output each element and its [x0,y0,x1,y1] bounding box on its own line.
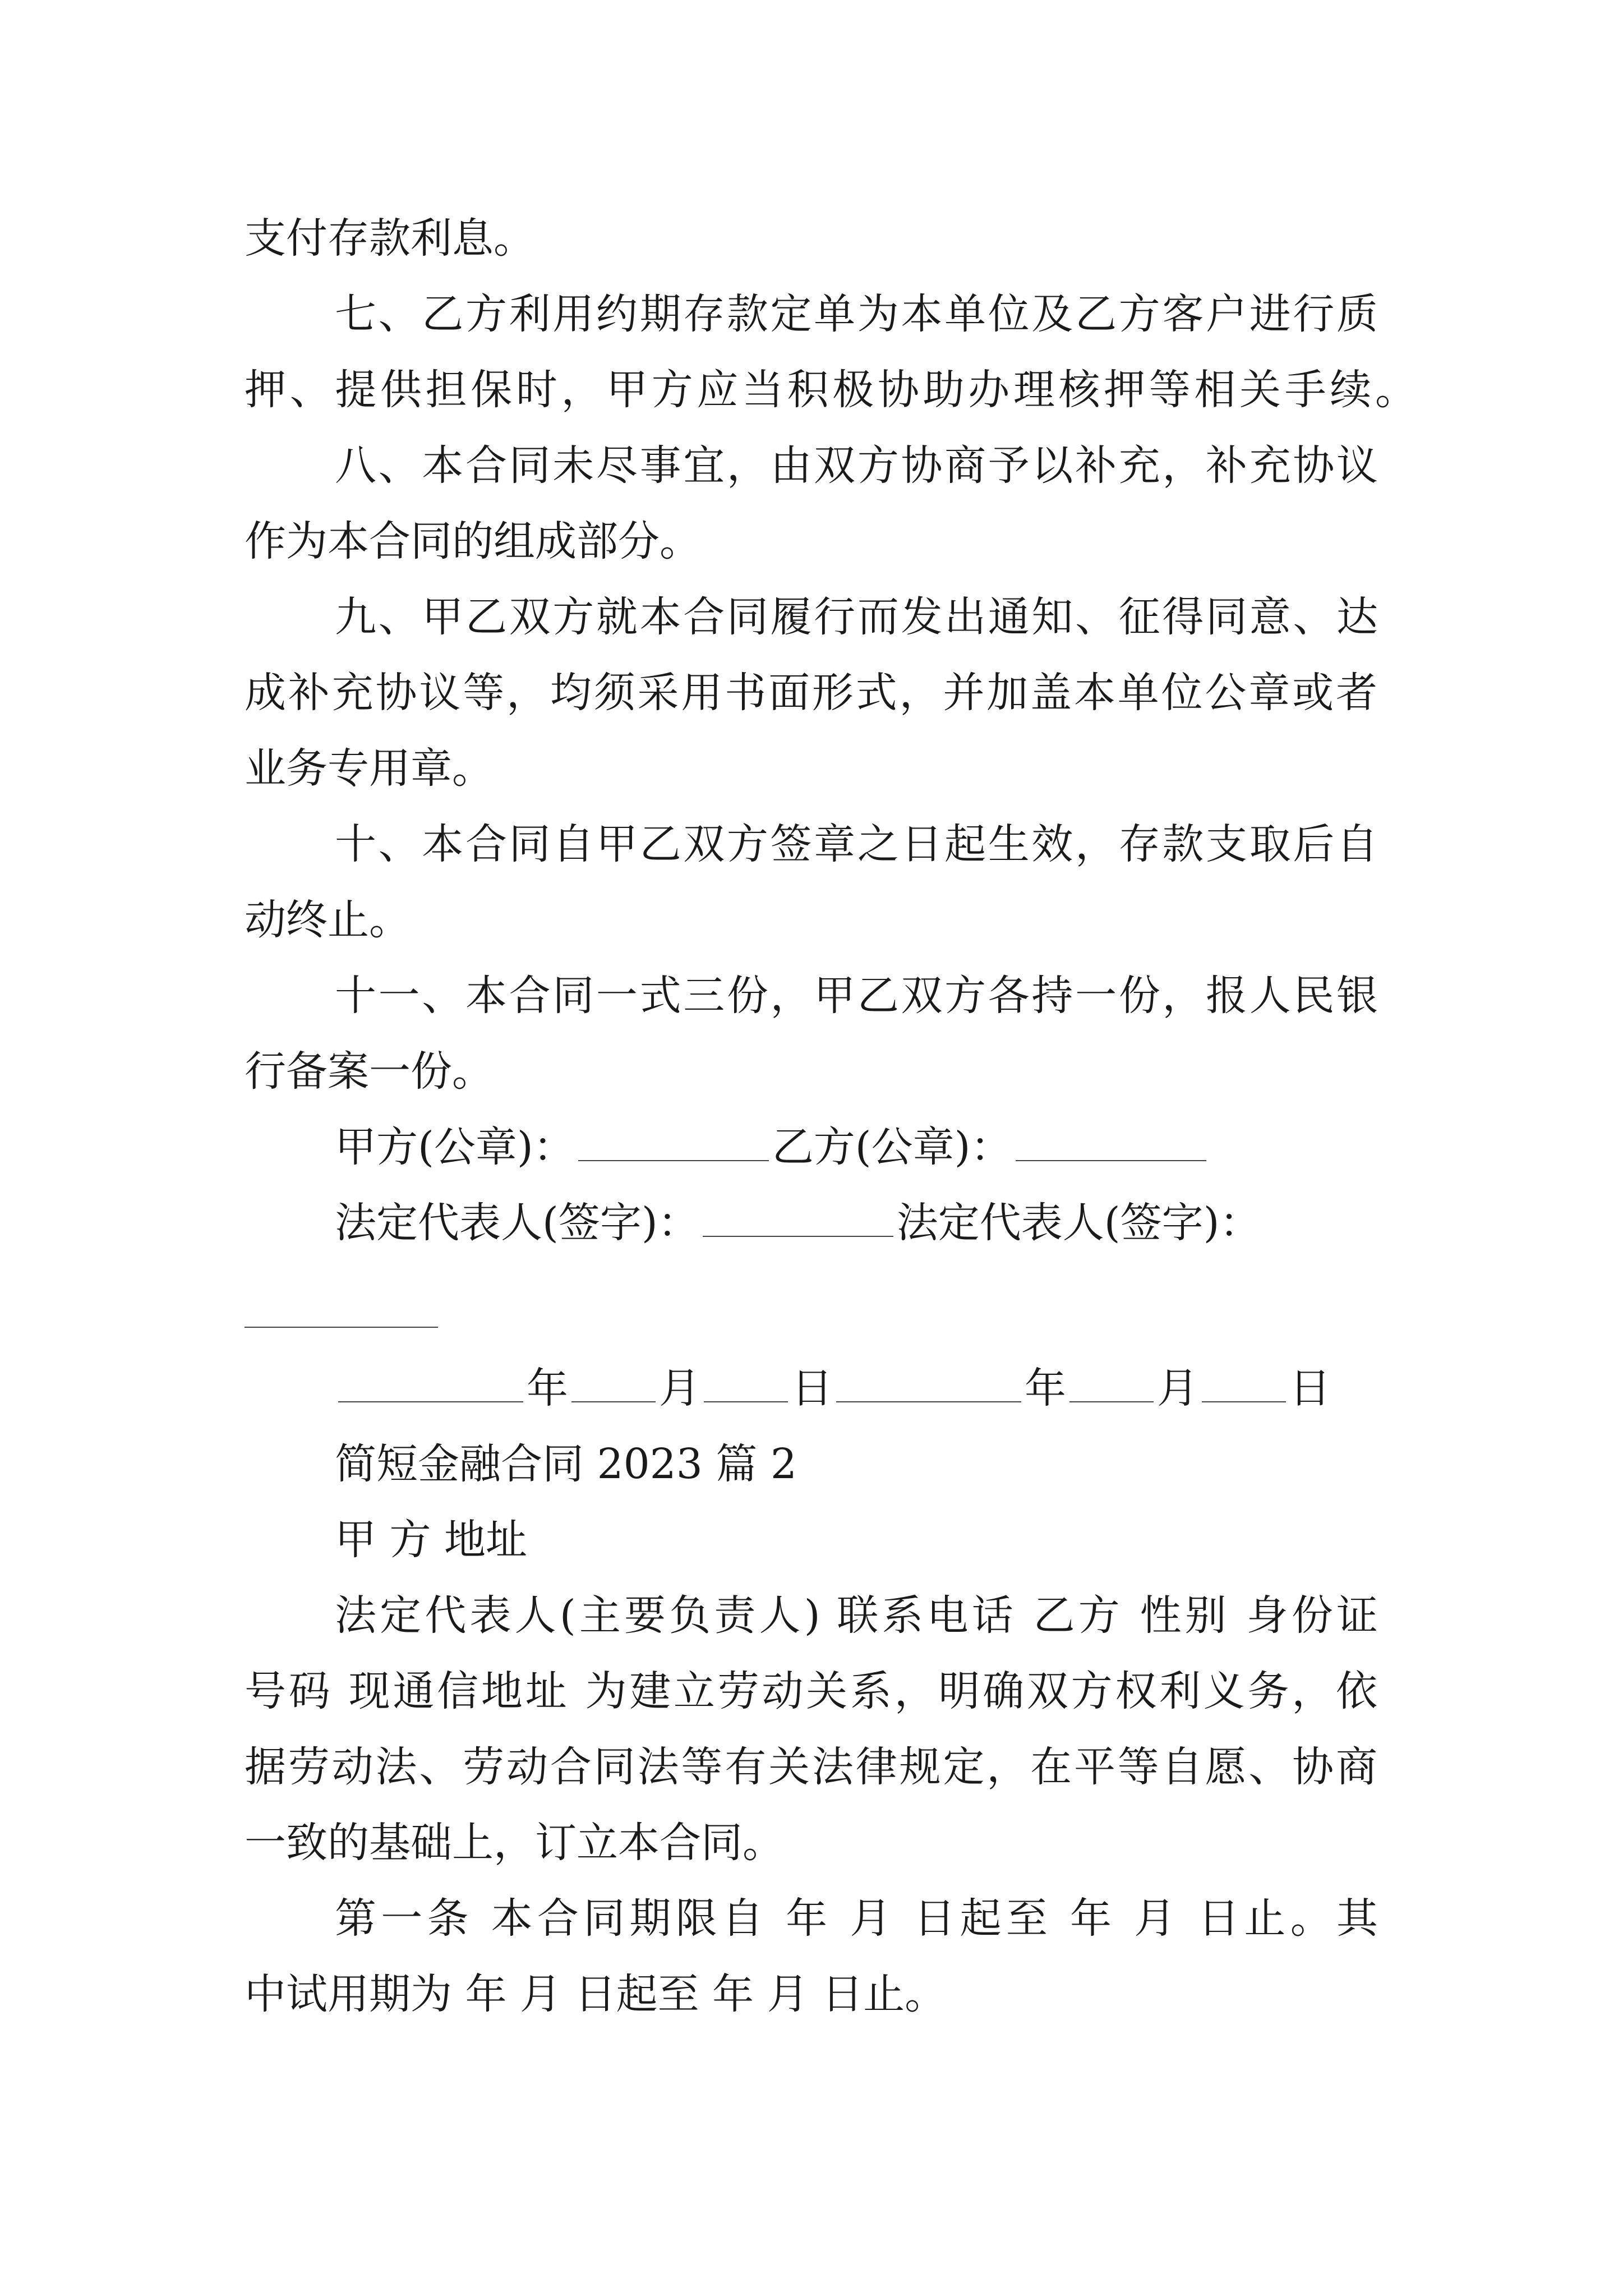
party-a-seal-label: 甲方(公章)： [335,1123,575,1171]
paragraph-line: 号码 现通信地址 为建立劳动关系，明确双方权利义务，依 [245,1667,1377,1715]
paragraph-line: 成补充协议等，均须采用书面形式，并加盖本单位公章或者 [245,669,1377,717]
paragraph-line: 动终止。 [245,896,411,944]
rep-a-label: 法定代表人(签字)： [335,1199,699,1247]
paragraph-line: 十、本合同自甲乙双方签章之日起生效，存款支取后自 [335,820,1378,868]
paragraph-line: 行备案一份。 [245,1047,494,1096]
paragraph-line: 十一、本合同一式三份，甲乙双方各持一份，报人民银 [335,972,1378,1020]
paragraph-line: 押、提供担保时，甲方应当积极协助办理核押等相关手续。 [245,366,1417,414]
month-b-blank [1069,1359,1154,1402]
year-a-label: 年 [527,1364,568,1412]
date-line [335,1352,1331,1425]
month-a-blank [571,1359,656,1402]
rep-a-blank [703,1193,893,1237]
year-b-label: 年 [1025,1364,1066,1412]
party-b-seal-blank [1016,1117,1206,1161]
day-b-blank [1202,1359,1286,1402]
day-a-label: 日 [791,1364,833,1412]
party-line: 甲 方 地址 [335,1516,528,1564]
day-b-label: 日 [1289,1364,1331,1412]
day-a-blank [704,1359,788,1402]
paragraph-line: 八、本合同未尽事宜，由双方协商予以补充，补充协议 [335,441,1378,490]
party-a-seal-blank [578,1117,769,1161]
paragraph-line: 一致的基础上，订立本合同。 [245,1819,784,1867]
month-a-label: 月 [659,1364,700,1412]
rep-b-blank [245,1327,438,1328]
paragraph-line: 九、甲乙双方就本合同履行而发出通知、征得同意、达 [335,593,1378,641]
representative-line [335,1186,1261,1259]
party-b-seal-label: 乙方(公章)： [772,1123,1012,1171]
year-b-blank [836,1359,1021,1402]
year-a-blank [338,1359,523,1402]
rep-b-label: 法定代表人(签字)： [896,1199,1261,1247]
paragraph-line: 业务专用章。 [245,744,494,793]
seal-line [335,1111,1210,1184]
paragraph-line: 据劳动法、劳动合同法等有关法律规定，在平等自愿、协商 [245,1743,1377,1791]
paragraph-line: 七、乙方利用约期存款定单为本单位及乙方客户进行质 [335,290,1378,338]
paragraph-line: 法定代表人(主要负责人) 联系电话 乙方 性别 身份证 [335,1591,1378,1640]
paragraph-line: 第一条 本合同期限自 年 月 日起至 年 月 日止。其 [335,1894,1378,1943]
paragraph-line: 支付存款利息。 [245,214,535,263]
section-heading: 简短金融合同 2023 篇 2 [335,1440,797,1488]
paragraph-line: 中试用期为 年 月 日起至 年 月 日止。 [245,1970,947,2018]
month-b-label: 月 [1157,1364,1198,1412]
paragraph-line: 作为本合同的组成部分。 [245,517,701,565]
